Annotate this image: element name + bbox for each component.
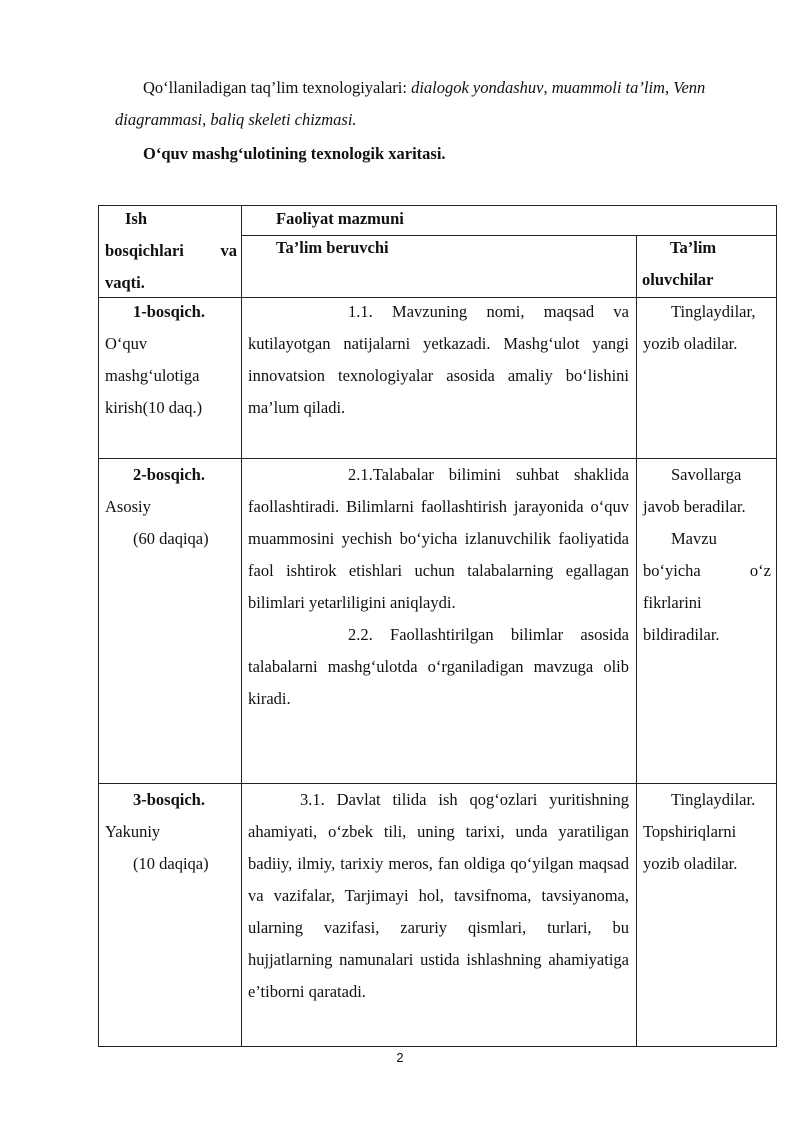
table-border [98, 1046, 777, 1047]
technology-item: Venn diagrammasi [115, 78, 706, 129]
technologies-paragraph [115, 72, 755, 136]
table-border [241, 205, 242, 1047]
table-border [776, 205, 777, 1047]
technology-item: baliq skeleti chizmasi. [210, 110, 357, 129]
header-teacher-text: Ta’lim beruvchi [276, 238, 389, 257]
stage-time: (10 daqiqa) [133, 854, 209, 873]
technologies-label: Qo‘llaniladigan taq’lim texnologiyalari: [143, 78, 412, 97]
separator: , [664, 78, 674, 97]
learner-activity: Mavzu bo‘yicha o‘z fikrlarini bildiradilar. [643, 529, 771, 644]
learners-cell-2 [643, 459, 771, 651]
separator: , [202, 110, 211, 129]
learner-activity: Tinglaydilar, yozib oladilar. [643, 302, 756, 353]
stage-name: Yakuniy [105, 822, 161, 841]
page-number: 2 [396, 1050, 404, 1065]
header-stages-line: vaqti. [105, 273, 145, 292]
teacher-activity: 2.2. Faollashtirilgan bilimlar asosida talabalarni mashg‘ulotda o‘rganiladigan mavzuga olib kiradi. [248, 625, 629, 708]
stage-time: (60 daqiqa) [133, 529, 209, 548]
teacher-cell-2 [248, 459, 629, 715]
technology-item: muammoli ta’lim [551, 78, 665, 97]
header-stages-line: Ish [125, 209, 148, 228]
stage-name: O‘quv mashg‘ulotiga kirish(10 daq.) [105, 334, 203, 417]
stage-cell-2 [105, 459, 237, 555]
table-border [98, 205, 99, 1047]
technology-item: dialogok yondashuv [411, 78, 544, 97]
learners-cell-3 [643, 784, 771, 880]
section-heading: O‘quv mashg‘ulotining texnologik xaritasi. [143, 144, 446, 163]
technological-map-table [98, 205, 777, 1047]
header-content [276, 203, 676, 235]
header-teacher [276, 232, 626, 264]
learner-activity: Savollarga javob beradilar. [643, 465, 746, 516]
learners-cell-1 [643, 296, 771, 360]
header-stages-line: bosqichlari va [105, 241, 237, 260]
table-border [636, 235, 637, 1047]
stage-name: Asosiy [105, 497, 151, 516]
stage-title: 2-bosqich. [133, 465, 205, 484]
stage-title: 3-bosqich. [133, 790, 205, 809]
teacher-activity: 2.1.Talabalar bilimini suhbat shaklida faollashtiradi. Bilimlarni faollashtirish jarayonida o‘quv muammosini yechish bo‘yicha izlanuvchilik faoliyatida faol ishtirok etishlari uchun talabalarning egallagan bilimlari yetarliligini aniqlaydi. [248, 465, 629, 612]
teacher-cell-3 [248, 784, 629, 1008]
header-learners [642, 232, 772, 296]
header-learners-line: oluvchilar [642, 270, 714, 289]
stage-title: 1-bosqich. [133, 302, 205, 321]
teacher-activity: 3.1. Davlat tilida ish qog‘ozlari yuritishning ahamiyati, o‘zbek tili, uning tarixi, unda yaratiligan badiiy, ilmiy, tarixiy meros, fan oldiga qo‘yilgan maqsad va vazifalar, Tarjimayi hol, tavsifnoma, tavsiyanoma, ularning vazifasi, zaruriy qismlari, turlari, bu hujjatlarning namunalari ustida ishlashning ahamiyatiga e’tiborni qaratadi. [248, 790, 629, 1001]
teacher-cell-1 [248, 296, 629, 424]
header-stages [105, 203, 237, 299]
header-content-text: Faoliyat mazmuni [276, 209, 404, 228]
learner-activity: Tinglaydilar. Topshiriqlarni yozib oladilar. [643, 790, 756, 873]
separator: , [543, 78, 552, 97]
stage-cell-3 [105, 784, 237, 880]
header-learners-line: Ta’lim [670, 238, 717, 257]
teacher-activity: 1.1. Mavzuning nomi, maqsad va kutilayotgan natijalarni yetkazadi. Mashg‘ulot yangi innovatsion texnologiyalar asosida amaliy bo‘lishini ma’lum qiladi. [248, 302, 629, 417]
stage-cell-1 [105, 296, 225, 424]
